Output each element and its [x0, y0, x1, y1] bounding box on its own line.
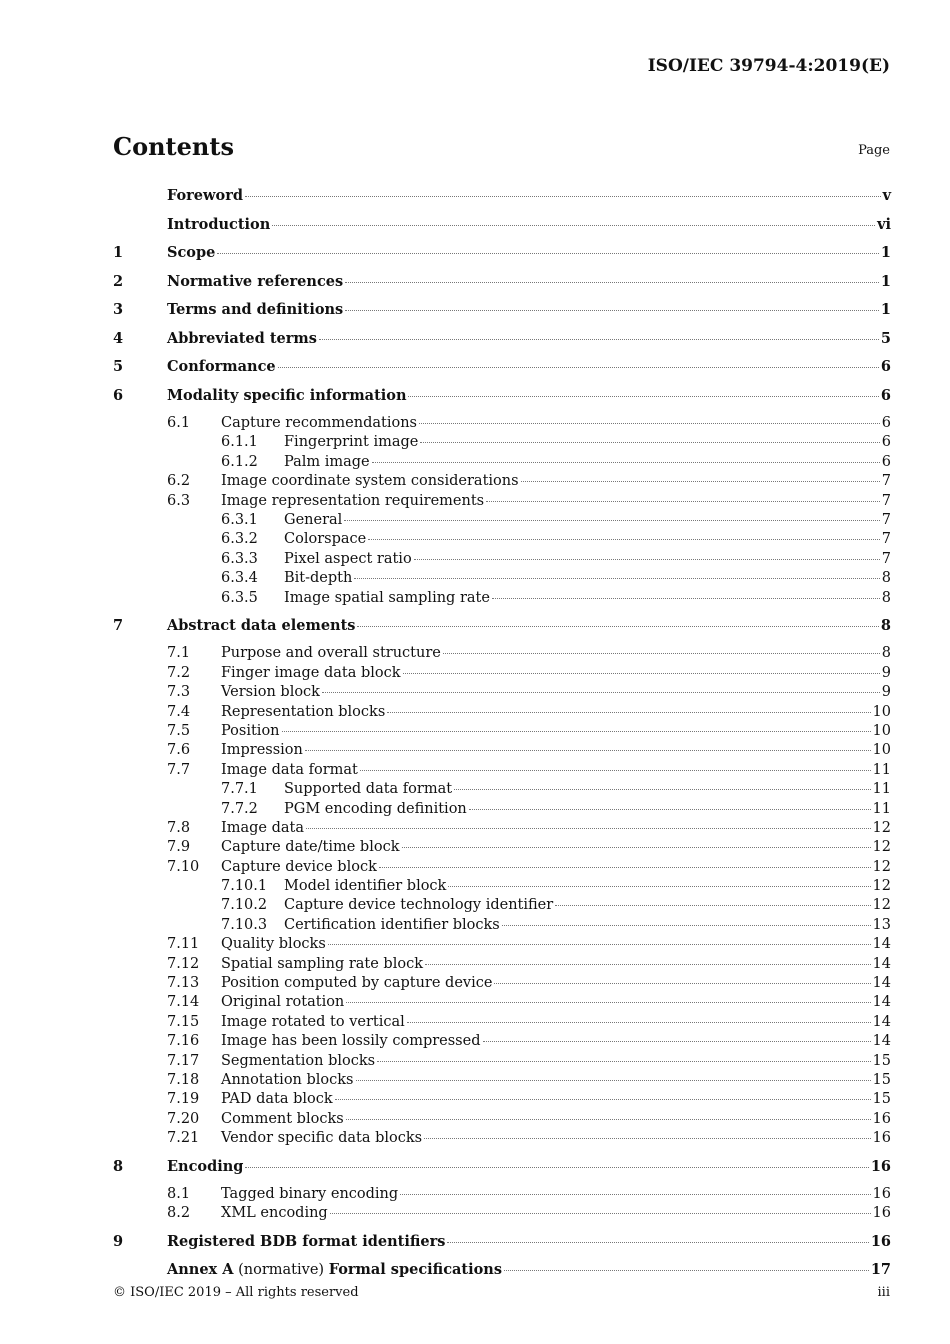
toc-entry-page: 6 — [881, 453, 891, 470]
toc-entry-page: 9 — [881, 684, 891, 701]
toc-entry-number: 7.17 — [167, 1052, 200, 1069]
toc-entry-number: 7.7.1 — [221, 781, 258, 798]
toc-entry[interactable] — [113, 472, 891, 491]
toc-entry-title: Supported data format — [284, 781, 453, 798]
toc-entry-title: Normative references — [167, 272, 344, 290]
toc-entry[interactable] — [113, 1013, 891, 1032]
toc-entry-number: 8.1 — [167, 1186, 191, 1203]
toc-entry-title: Position computed by capture device — [221, 975, 493, 992]
toc-entry[interactable] — [113, 974, 891, 993]
toc-dot-leader — [346, 1002, 870, 1003]
toc-entry[interactable] — [113, 1052, 891, 1071]
toc-entry[interactable] — [113, 877, 891, 896]
contents-title: Contents — [113, 132, 234, 161]
toc-entry[interactable] — [113, 550, 891, 569]
toc-entry-page: 5 — [880, 329, 891, 347]
toc-dot-leader — [282, 731, 871, 732]
toc-entry-title: Image data format — [221, 761, 358, 778]
toc-dot-leader — [504, 1270, 869, 1271]
toc-entry-number: 7.20 — [167, 1110, 200, 1127]
toc-entry-number: 7.12 — [167, 955, 200, 972]
toc-dot-leader — [360, 770, 871, 771]
toc-entry[interactable] — [113, 414, 891, 433]
toc-entry[interactable] — [113, 838, 891, 857]
toc-entry-title: Original rotation — [221, 994, 345, 1011]
toc-entry-number: 7.16 — [167, 1033, 200, 1050]
toc-entry-number: 7.10.1 — [221, 878, 268, 895]
toc-dot-leader — [492, 598, 880, 599]
toc-entry-title: Fingerprint image — [284, 434, 419, 451]
toc-entry-page: 7 — [881, 492, 891, 509]
toc-entry[interactable] — [113, 357, 891, 386]
toc-entry[interactable] — [113, 433, 891, 452]
toc-dot-leader — [555, 905, 870, 906]
toc-entry-title: Image coordinate system considerations — [221, 473, 519, 490]
toc-entry[interactable] — [113, 858, 891, 877]
toc-entry-page: 14 — [872, 1033, 891, 1050]
toc-entry[interactable] — [113, 664, 891, 683]
toc-dot-leader — [354, 578, 879, 579]
toc-entry-number: 4 — [113, 329, 124, 347]
toc-entry-page: 6 — [880, 358, 891, 375]
toc-entry-title-part: (normative) — [233, 1262, 329, 1279]
toc-entry[interactable] — [113, 1032, 891, 1051]
toc-entry[interactable] — [113, 215, 891, 244]
toc-entry-title: Representation blocks — [221, 703, 386, 720]
toc-entry-title: Vendor specific data blocks — [221, 1130, 423, 1147]
toc-entry-title: Capture date/time block — [221, 839, 400, 856]
page-column-label: Page — [858, 143, 890, 158]
toc-entry-number: 7.9 — [167, 839, 191, 856]
toc-entry-page: 16 — [872, 1186, 891, 1203]
toc-dot-leader — [346, 1119, 871, 1120]
toc-entry-number: 7.10.3 — [221, 916, 268, 933]
toc-dot-leader — [447, 1242, 868, 1243]
toc-dot-leader — [419, 423, 880, 424]
toc-entry-number: 7.6 — [167, 742, 191, 759]
toc-entry-title: Quality blocks — [221, 936, 326, 953]
toc-dot-leader — [330, 1213, 871, 1214]
toc-entry[interactable] — [113, 186, 891, 215]
toc-entry-page: 17 — [870, 1261, 891, 1279]
toc-entry-number: 7.14 — [167, 994, 200, 1011]
toc-entry-number: 6.3.2 — [221, 531, 258, 548]
toc-dot-leader — [368, 539, 880, 540]
toc-entry-page: 16 — [872, 1205, 891, 1222]
toc-entry-title: Capture device technology identifier — [284, 897, 554, 914]
toc-entry-number: 7.5 — [167, 722, 191, 739]
toc-entry-title: Capture recommendations — [221, 415, 417, 431]
toc-dot-leader — [217, 253, 879, 254]
toc-dot-leader — [387, 712, 870, 713]
toc-entry-page: 14 — [872, 955, 891, 972]
toc-entry-title: Version block — [221, 684, 320, 701]
toc-dot-leader — [521, 481, 880, 482]
toc-entry[interactable] — [113, 644, 891, 663]
toc-dot-leader — [454, 789, 870, 790]
toc-entry-number: 5 — [113, 358, 124, 375]
toc-dot-leader — [322, 692, 880, 693]
toc-entry[interactable] — [113, 993, 891, 1012]
toc-dot-leader — [483, 1041, 871, 1042]
toc-entry[interactable] — [113, 243, 891, 272]
toc-entry-page: 16 — [870, 1157, 891, 1175]
toc-entry-page: 11 — [872, 800, 891, 817]
toc-entry[interactable] — [113, 683, 891, 702]
toc-dot-leader — [379, 867, 871, 868]
toc-entry[interactable] — [113, 300, 891, 329]
toc-entry[interactable] — [113, 272, 891, 301]
toc-entry-number: 9 — [113, 1232, 124, 1250]
toc-entry-title: Position — [221, 722, 280, 739]
toc-entry-page: 12 — [872, 897, 891, 914]
toc-dot-leader — [407, 1022, 871, 1023]
toc-entry-page: 15 — [872, 1072, 891, 1088]
toc-entry[interactable] — [113, 1232, 891, 1261]
toc-dot-leader — [402, 847, 871, 848]
toc-entry-title: Purpose and overall structure — [221, 645, 441, 662]
toc-entry-page: 11 — [872, 781, 891, 798]
toc-entry-title: Encoding — [167, 1157, 244, 1175]
toc-entry-title: Image data — [221, 819, 304, 836]
toc-entry-page: 12 — [872, 878, 891, 895]
toc-entry-number: 8.2 — [167, 1205, 191, 1222]
toc-entry-page: 12 — [872, 858, 891, 875]
toc-dot-leader — [245, 196, 881, 197]
toc-entry-title: Image rotated to vertical — [221, 1013, 405, 1030]
toc-entry[interactable] — [113, 386, 891, 415]
toc-entry-page: 7 — [881, 531, 891, 548]
toc-entry-title: Registered BDB format identifiers — [167, 1232, 446, 1250]
table-of-contents — [113, 186, 891, 1289]
toc-entry-number: 8 — [113, 1157, 124, 1175]
toc-entry-number: 6.3 — [167, 492, 191, 509]
toc-entry-page: v — [882, 187, 891, 204]
toc-entry-title: Tagged binary encoding — [221, 1186, 399, 1203]
toc-entry-page: 16 — [870, 1232, 891, 1250]
toc-entry-title: Image has been lossily compressed — [221, 1033, 481, 1050]
toc-dot-leader — [420, 442, 879, 443]
toc-dot-leader — [345, 310, 879, 311]
toc-dot-leader — [502, 925, 871, 926]
toc-entry-page: 12 — [872, 819, 891, 836]
footer-page-number: iii — [877, 1285, 890, 1300]
toc-entry-title: Model identifier block — [284, 878, 447, 895]
toc-entry-title: Introduction — [167, 215, 271, 233]
toc-dot-leader — [306, 828, 871, 829]
toc-entry[interactable] — [113, 589, 891, 608]
toc-entry[interactable] — [113, 819, 891, 838]
toc-dot-leader — [356, 1080, 871, 1081]
toc-entry-page: 10 — [872, 722, 891, 739]
toc-entry[interactable] — [113, 1090, 891, 1109]
toc-entry-page: vi — [877, 215, 891, 233]
toc-entry-number: 7.10 — [167, 858, 200, 875]
toc-entry-title: PAD data block — [221, 1091, 333, 1108]
toc-entry-number: 7.7.2 — [221, 800, 258, 817]
toc-dot-leader — [408, 396, 878, 397]
toc-entry-number: 6.1.1 — [221, 434, 258, 451]
toc-entry-title: Image representation requirements — [221, 492, 485, 509]
toc-entry-title-part: Annex A — [167, 1261, 234, 1279]
toc-entry-title: XML encoding — [221, 1205, 328, 1222]
toc-dot-leader — [328, 944, 871, 945]
toc-entry-title: Comment blocks — [221, 1110, 344, 1127]
toc-entry-number: 7.21 — [167, 1130, 200, 1147]
toc-entry[interactable] — [113, 800, 891, 819]
toc-entry-number: 7.1 — [167, 645, 191, 662]
toc-dot-leader — [245, 1167, 868, 1168]
toc-dot-leader — [345, 282, 879, 283]
toc-entry-page: 7 — [881, 511, 891, 528]
toc-entry[interactable] — [113, 896, 891, 915]
toc-dot-leader — [400, 1194, 870, 1195]
toc-entry[interactable] — [113, 1129, 891, 1148]
toc-entry-number: 7.11 — [167, 936, 200, 953]
toc-entry-page: 8 — [881, 589, 891, 606]
toc-entry[interactable] — [113, 703, 891, 722]
toc-entry-title: Abstract data elements — [167, 616, 356, 634]
toc-entry-title: Spatial sampling rate block — [221, 955, 423, 972]
toc-entry-page: 7 — [881, 550, 891, 567]
toc-entry-page: 15 — [872, 1052, 891, 1069]
toc-entry-page: 6 — [880, 386, 891, 404]
toc-entry[interactable] — [113, 1157, 891, 1186]
toc-entry[interactable] — [113, 1185, 891, 1204]
toc-entry-page: 10 — [872, 703, 891, 720]
toc-entry-page: 14 — [872, 975, 891, 992]
toc-entry-number: 7.10.2 — [221, 897, 268, 914]
toc-entry-number: 7.18 — [167, 1072, 200, 1088]
toc-entry-number: 1 — [113, 244, 124, 261]
toc-dot-leader — [469, 809, 871, 810]
toc-entry-page: 9 — [881, 664, 891, 681]
toc-entry-page: 16 — [872, 1130, 891, 1147]
toc-entry[interactable] — [113, 569, 891, 588]
toc-entry-title — [167, 1260, 502, 1280]
toc-entry-page: 1 — [880, 301, 891, 318]
toc-entry-title: General — [284, 511, 343, 528]
toc-entry-page: 14 — [872, 1013, 891, 1030]
toc-entry-title: Bit-depth — [284, 570, 353, 587]
toc-dot-leader — [305, 750, 871, 751]
toc-entry[interactable] — [113, 741, 891, 760]
toc-entry[interactable] — [113, 722, 891, 741]
toc-entry[interactable] — [113, 530, 891, 549]
toc-entry-title: Pixel aspect ratio — [284, 550, 412, 567]
toc-entry-page: 10 — [872, 742, 891, 759]
toc-entry-page: 11 — [872, 761, 891, 778]
toc-dot-leader — [335, 1099, 871, 1100]
toc-entry[interactable] — [113, 761, 891, 780]
toc-entry[interactable] — [113, 329, 891, 358]
toc-entry-number: 6.3.3 — [221, 550, 258, 567]
toc-entry-title: Impression — [221, 742, 303, 759]
toc-entry[interactable] — [113, 492, 891, 511]
toc-entry-number: 6 — [113, 386, 124, 404]
toc-dot-leader — [443, 653, 880, 654]
toc-dot-leader — [319, 339, 879, 340]
toc-entry-number: 6.3.5 — [221, 589, 258, 606]
toc-entry-page: 8 — [880, 616, 891, 634]
toc-entry-page: 13 — [872, 916, 891, 933]
toc-dot-leader — [372, 462, 880, 463]
toc-dot-leader — [377, 1061, 870, 1062]
toc-entry-title: Foreword — [167, 187, 243, 204]
toc-entry-number: 6.1.2 — [221, 453, 258, 470]
toc-dot-leader — [272, 225, 875, 226]
toc-entry-title-part: Formal specifications — [328, 1261, 503, 1279]
toc-dot-leader — [425, 964, 871, 965]
toc-entry-title: Scope — [167, 244, 216, 261]
toc-entry-page: 6 — [881, 415, 891, 431]
toc-entry-number: 6.1 — [167, 415, 191, 431]
toc-entry[interactable] — [113, 453, 891, 472]
toc-entry-number: 7.3 — [167, 684, 191, 701]
toc-entry-number: 7.13 — [167, 975, 200, 992]
toc-dot-leader — [414, 559, 880, 560]
toc-entry-title: Certification identifier blocks — [284, 916, 500, 933]
toc-entry-title: Colorspace — [284, 531, 367, 548]
toc-entry-page: 8 — [881, 645, 891, 662]
toc-entry-number: 7 — [113, 616, 124, 634]
toc-entry[interactable] — [113, 935, 891, 954]
toc-entry-number: 3 — [113, 301, 124, 318]
toc-dot-leader — [494, 983, 870, 984]
toc-entry[interactable] — [113, 780, 891, 799]
toc-entry-title: Terms and definitions — [167, 301, 344, 318]
toc-entry-number: 6.2 — [167, 473, 191, 490]
toc-entry-page: 6 — [881, 434, 891, 451]
toc-dot-leader — [344, 520, 879, 521]
toc-dot-leader — [424, 1138, 870, 1139]
toc-entry-number: 7.4 — [167, 703, 191, 720]
toc-entry[interactable] — [113, 1071, 891, 1090]
toc-entry-title: Capture device block — [221, 858, 377, 875]
toc-entry-number: 6.3.1 — [221, 511, 258, 528]
toc-entry-title: Finger image data block — [221, 664, 401, 681]
toc-entry-title: Segmentation blocks — [221, 1052, 376, 1069]
toc-dot-leader — [278, 367, 879, 368]
toc-entry-title: Annotation blocks — [221, 1072, 354, 1088]
toc-entry[interactable] — [113, 916, 891, 935]
toc-entry-page: 16 — [872, 1110, 891, 1127]
toc-entry[interactable] — [113, 511, 891, 530]
toc-entry-title: Image spatial sampling rate — [284, 589, 490, 606]
toc-entry-page: 7 — [881, 473, 891, 490]
toc-entry-title: Modality specific information — [167, 386, 407, 404]
toc-entry-title: Abbreviated terms — [167, 329, 317, 347]
toc-entry-number: 7.7 — [167, 761, 191, 778]
toc-entry-title: PGM encoding definition — [284, 800, 467, 817]
toc-entry-page: 14 — [872, 936, 891, 953]
toc-dot-leader — [357, 626, 878, 627]
toc-entry-number: 7.19 — [167, 1091, 200, 1108]
toc-entry-number: 7.15 — [167, 1013, 200, 1030]
toc-dot-leader — [403, 673, 880, 674]
toc-entry-page: 8 — [881, 570, 891, 587]
toc-entry-number: 7.8 — [167, 819, 191, 836]
toc-entry-title: Conformance — [167, 358, 276, 375]
toc-entry-number: 7.2 — [167, 664, 191, 681]
toc-entry-page: 1 — [880, 244, 891, 261]
toc-entry-page: 12 — [872, 839, 891, 856]
toc-entry-title: Palm image — [284, 453, 370, 470]
toc-entry-number: 2 — [113, 272, 124, 290]
toc-dot-leader — [448, 886, 870, 887]
toc-entry[interactable] — [113, 955, 891, 974]
toc-entry[interactable] — [113, 1110, 891, 1129]
toc-entry[interactable] — [113, 616, 891, 645]
toc-entry-page: 1 — [880, 272, 891, 290]
toc-entry-page: 14 — [872, 994, 891, 1011]
toc-entry-number: 6.3.4 — [221, 570, 258, 587]
toc-entry-page: 15 — [872, 1091, 891, 1108]
footer-copyright: © ISO/IEC 2019 – All rights reserved — [113, 1285, 359, 1300]
document-id: ISO/IEC 39794-4:2019(E) — [647, 56, 890, 76]
toc-dot-leader — [486, 501, 880, 502]
toc-entry[interactable] — [113, 1204, 891, 1223]
